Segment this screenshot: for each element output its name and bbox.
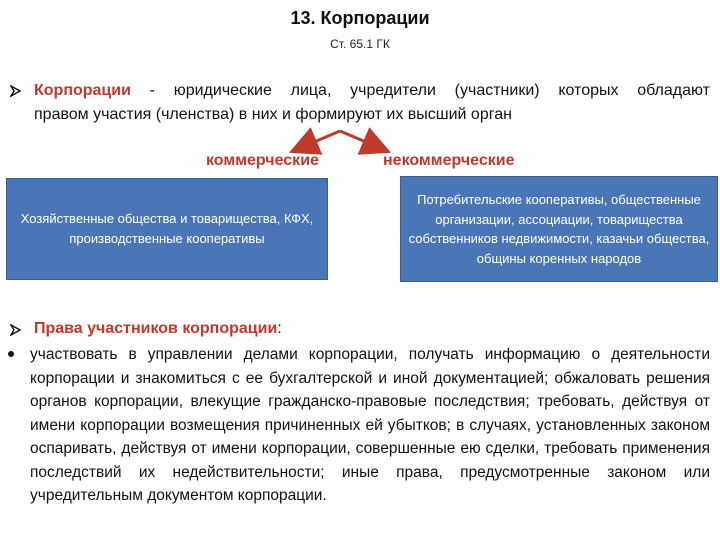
definition-text: - юридические лица, учредители (участники) которых обладают [130,82,710,99]
arrow-left-icon [300,131,340,148]
page-title: 13. Корпорации [290,8,430,28]
rights-heading-text: Права участников корпорации [34,320,278,337]
arrow-bullet-icon [10,324,21,336]
commercial-box: Хозяйственные общества и товарищества, КФХ, производственные кооперативы [6,178,328,280]
page-subtitle: Ст. 65.1 ГК [330,37,390,51]
commercial-label: коммерческие [206,152,319,169]
noncommercial-label: некоммерческие [383,152,515,169]
definition-term: Корпорации [34,82,131,99]
rights-heading-colon: : [277,320,282,337]
rights-text: участвовать в управлении делами корпорации, получать информацию о деятельности корпорации и знакомиться с ее бухгалтерской и иной документацией; обжаловать решения органов корпорации, влекущие гражданско-правовые последствия; требовать, действуя от имени корпорации возмещения причиненных ей убытков; в случаях, установленных законом оспаривать, действуя от имени корпорации, совершенные ею сделки, требовать применения последствий их недействительности; иные права, предусмотренные законом или учредительным документом корпорации. [30,346,710,504]
bullet-dot-icon [8,351,14,357]
definition-line-2: правом участия (членства) в них и формируют их высший орган [34,106,512,123]
noncommercial-box: Потребительские кооперативы, общественные организации, ассоциации, товарищества собственников недвижимости, казачьи общества, общины коренных народов [400,176,718,282]
rights-heading [34,320,282,338]
arrow-right-icon [340,131,380,148]
